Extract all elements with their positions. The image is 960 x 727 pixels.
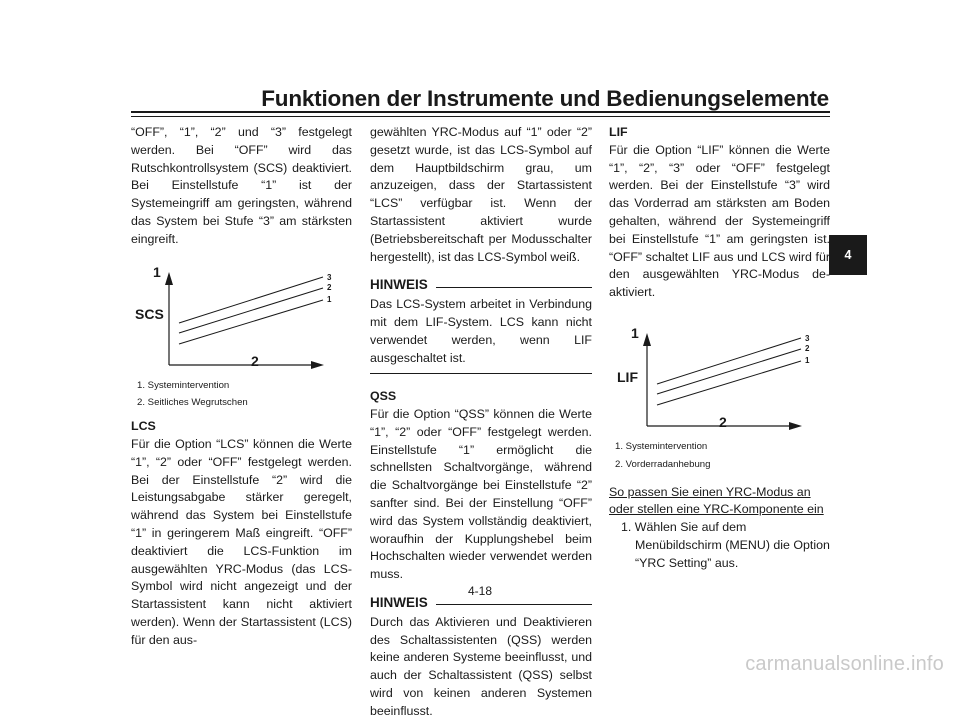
note-text: Das LCS-System arbeitet in Verbindung mit dem LIF-System. LCS kann nicht verwendet werden, wenn LIF ausgeschaltet ist. — [370, 296, 592, 367]
diagram-line-3 — [179, 277, 323, 323]
diagram-label-x: 2 — [719, 414, 727, 430]
qss-heading: QSS — [370, 388, 592, 406]
lcs-continued-text: gewählten YRC-Modus auf “1” oder “2” gesetzt wurde, ist das LCS-Symbol auf dem Hauptbildschirm grau, um anzuzeigen, dass der Startassistent “LCS” verfügbar ist. Wenn der Startassistent aktiviert wurde (Betriebsbereitschaft per Modusschalter hergestellt), ist das LCS-Symbol weiß. — [370, 124, 592, 266]
caption-item: 2. Vorderradanhebung — [615, 456, 830, 474]
diagram-y-arrow — [643, 333, 651, 346]
column-1 — [131, 124, 352, 650]
procedure-step-1: 1. Wählen Sie auf dem Menübildschirm (MENU) die Option “YRC Setting” aus. — [609, 519, 830, 572]
watermark: carmanualsonline.info — [745, 653, 944, 676]
diagram-line-1 — [657, 361, 801, 405]
caption-item: 2. Seitliches Wegrutschen — [137, 394, 352, 412]
header-rule-thin — [131, 116, 830, 117]
diagram-system-label: SCS — [135, 306, 164, 322]
diagram-line-label-2: 2 — [327, 283, 332, 292]
diagram-line-3 — [657, 338, 801, 384]
diagram-label-x: 2 — [251, 353, 259, 369]
lcs-heading: LCS — [131, 418, 352, 436]
caption-item: 1. Systemintervention — [615, 438, 830, 456]
diagram-system-label: LIF — [617, 369, 638, 385]
lif-diagram — [609, 316, 830, 438]
diagram-line-1 — [179, 300, 323, 344]
diagram-line-label-3: 3 — [327, 273, 332, 282]
lif-heading: LIF — [609, 124, 830, 142]
note-text: Durch das Aktivieren und Deaktivieren des Schaltassistenten (QSS) werden keine anderen Systeme beeinflusst, und auch der Schaltassistent (QSS) selbst wird von keinen anderen Systemen beeinflusst. — [370, 614, 592, 721]
lif-text: Für die Option “LIF” können die Werte “1”, “2”, “3” oder “OFF” festgelegt werden. Bei der Einstellstufe “3” wird das Vorderrad am stärksten am Boden gehalten, während der Systemeingriff bei Einstellstufe “1” am geringsten ist. “OFF” schaltet LIF aus und LCS wird für den ausgewählten YRC-Modus deaktiviert. — [609, 142, 830, 302]
note-end-rule — [370, 373, 592, 374]
diagram-line-label-1: 1 — [327, 295, 332, 304]
diagram-line-2 — [657, 349, 801, 394]
note-heading-label: HINWEIS — [370, 594, 428, 612]
diagram-label-y: 1 — [153, 264, 161, 280]
chapter-tab: 4 — [829, 235, 867, 275]
page-number: 4-18 — [468, 584, 492, 598]
column-3 — [609, 124, 830, 573]
procedure-heading: So passen Sie einen YRC-Modus an oder stellen eine YRC-Komponente ein — [609, 484, 830, 520]
diagram-x-arrow — [311, 361, 324, 369]
diagram-y-arrow — [165, 272, 173, 285]
lif-diagram-captions — [615, 438, 830, 474]
column-2 — [370, 124, 592, 727]
diagram-line-label-3: 3 — [805, 334, 810, 343]
scs-diagram — [131, 255, 352, 377]
note-heading — [370, 276, 592, 294]
diagram-x-arrow — [789, 422, 802, 430]
diagram-line-label-1: 1 — [805, 356, 810, 365]
note-rule — [436, 287, 592, 288]
diagram-label-y: 1 — [631, 325, 639, 341]
diagram-line-label-2: 2 — [805, 344, 810, 353]
scs-diagram-captions — [137, 377, 352, 413]
note-heading-label: HINWEIS — [370, 276, 428, 294]
qss-text: Für die Option “QSS” können die Werte “1”, “2” oder “OFF” festgelegt werden. Einstellstufe “1” ermöglicht die schnellsten Schaltvorgänge, während die Schaltvorgänge bei Einstellstufe “2” sanfter sind. Bei der Einstellung “OFF” wird das System vollständig deaktiviert, woraufhin der Kupplungshebel beim Hochschalten wieder verwendet werden muss. — [370, 406, 592, 584]
scs-intro-text: “OFF”, “1”, “2” und “3” festgelegt werden. Bei “OFF” wird das Rutschkontrollsystem (SCS) deaktiviert. Bei Einstellstufe “1” ist der Systemeingriff am geringsten, während das System bei Stufe “3” am stärksten eingreift. — [131, 124, 352, 249]
page-title: Funktionen der Instrumente und Bedienungselemente — [261, 86, 829, 112]
diagram-line-2 — [179, 288, 323, 333]
caption-item: 1. Systemintervention — [137, 377, 352, 395]
header-rule-thick — [131, 111, 830, 113]
note-rule — [436, 604, 592, 605]
lcs-text: Für die Option “LCS” können die Werte “1”, “2” oder “OFF” festgelegt werden. Bei der Einstellstufe “2” wird die Leistungsabgabe stärker geregelt, während das System bei Einstellstufe “1” in geringerem Maß eingreift. “OFF” deaktiviert die LCS-Funktion im ausgewählten YRC-Modus (das LCS-Symbol wird nicht angezeigt und der Startassistent kann nicht aktiviert werden). Wenn der Startassistent (LCS) für den aus- — [131, 436, 352, 650]
